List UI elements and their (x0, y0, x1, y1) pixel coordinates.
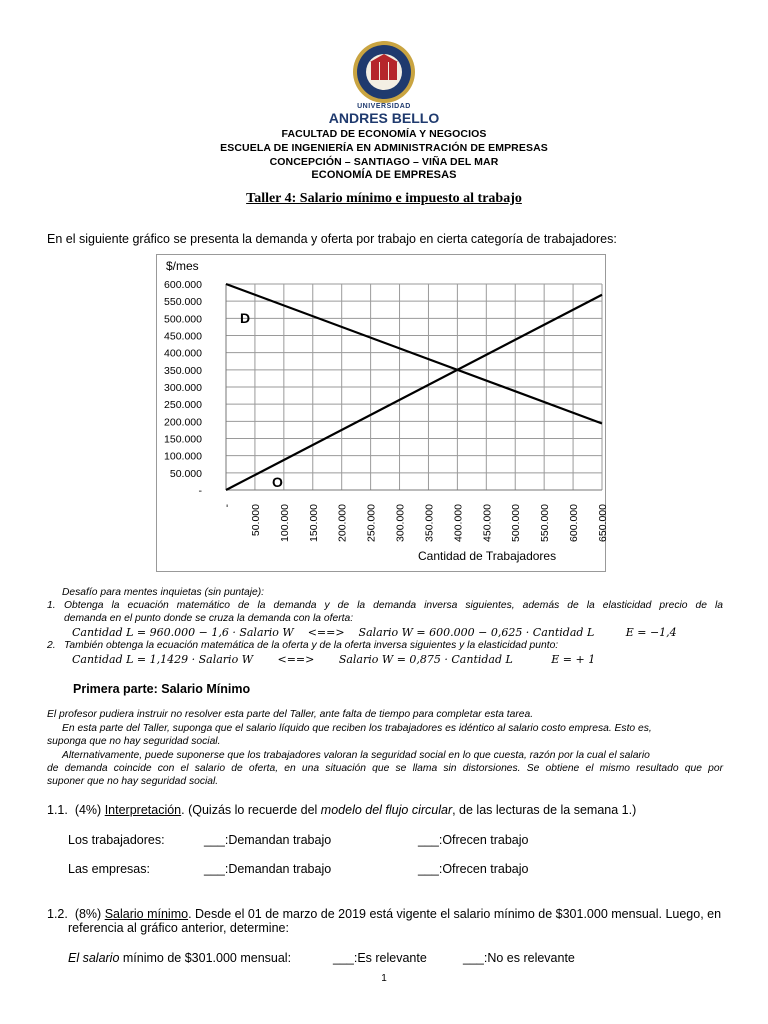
challenge-q1-number: 1. (47, 600, 56, 611)
y-axis-label: $/mes (166, 259, 199, 273)
question-1-1 (47, 803, 636, 817)
q12-number: 1.2. (47, 907, 68, 921)
question-1-2-line1 (47, 907, 721, 921)
part1-note3-line1: Alternativamente, puede suponerse que los trabajadores valoran la seguridad social en lo que cuesta, razón por la cual el salario (62, 750, 650, 761)
y-tick-label: 550.000 (164, 296, 202, 309)
x-tick-label: 350.000 (423, 504, 436, 542)
x-tick-label: 300.000 (394, 504, 407, 542)
x-tick-label: 50.000 (249, 504, 262, 537)
logo-text-small: UNIVERSIDAD (357, 103, 411, 110)
x-tick-label: 150.000 (307, 504, 320, 542)
q12-row-italic: El salario (68, 951, 120, 965)
part1-note1: El profesor pudiera instruir no resolver esta parte del Taller, ante falta de tiempo para completar esta tarea. (47, 709, 534, 720)
q11-text-italic: modelo del flujo circular (320, 803, 453, 817)
q12-not-relevant-option[interactable]: ___:No es relevante (463, 951, 575, 965)
x-tick-label: 250.000 (365, 504, 378, 542)
faculty-line: FACULTAD DE ECONOMÍA Y NEGOCIOS (281, 128, 487, 140)
q11-number: 1.1. (47, 803, 68, 817)
school-line: ESCUELA DE INGENIERÍA EN ADMINISTRACIÓN DE EMPRESAS (220, 142, 548, 154)
q11-row1-label: Los trabajadores: (68, 833, 165, 847)
x-tick-label: 450.000 (481, 504, 494, 542)
page-title: Taller 4: Salario mínimo e impuesto al trabajo (246, 191, 522, 206)
x-tick-label: 200.000 (336, 504, 349, 542)
q11-percent: (4%) (74, 803, 102, 817)
question-1-2-line2: referencia al gráfico anterior, determine: (68, 921, 289, 935)
challenge-title: Desafío para mentes inquietas (sin puntaje): (62, 587, 265, 598)
q12-text-a: . Desde el 01 de marzo de 2019 está vigente el salario mínimo de $301.000 mensual. Luego, en (188, 907, 722, 921)
university-logo (352, 40, 416, 104)
challenge-q2-line1: También obtenga la ecuación matemática de la oferta y de la oferta inversa siguientes y la elasticidad punto: (64, 640, 559, 651)
x-tick-label: 500.000 (510, 504, 523, 542)
x-tick-label: 650.000 (597, 504, 609, 542)
part1-note3-line2: de demanda coincide con el salario de oferta, en una situación que se llama sin distorsiones. Se obtiene el mismo resultado que por (47, 763, 723, 774)
logo-text-big: ANDRES BELLO (328, 110, 440, 126)
part1-note2-line1: En esta parte del Taller, suponga que el salario líquido que reciben los trabajadores es idéntico al salario costo empresa. Esto es, (62, 723, 652, 734)
intro-text: En el siguiente gráfico se presenta la demanda y oferta por trabajo en cierta categoría de trabajadores: (47, 232, 617, 246)
q12-row (68, 951, 291, 965)
y-tick-label: 350.000 (164, 364, 202, 377)
part1-note3-line3: suponer que no hay seguridad social. (47, 776, 219, 787)
y-tick-label: 600.000 (164, 279, 202, 291)
y-tick-label: 50.000 (169, 467, 202, 480)
series-line-o (226, 295, 602, 490)
q12-percent: (8%) (74, 907, 102, 921)
y-tick-label: 250.000 (164, 399, 202, 412)
x-tick-label: - (221, 504, 233, 508)
supply-label: O (272, 474, 283, 490)
course-line: ECONOMÍA DE EMPRESAS (311, 169, 457, 181)
x-tick-label: 400.000 (452, 504, 465, 542)
x-tick-label: 550.000 (539, 504, 552, 542)
x-axis-label: Cantidad de Trabajadores (418, 549, 557, 563)
y-tick-label: 200.000 (164, 416, 202, 429)
challenge-q1-line1: Obtenga la ecuación matemático de la demanda y de la demanda inversa siguientes, además de la elasticidad precio de la (64, 600, 723, 611)
challenge-q1-equation: Cantidad L = 960.000 − 1,6 · Salario W <==> Salario W = 600.000 − 0,625 · Cantidad L E = −1,4 (72, 626, 677, 639)
challenge-q1-line2: demanda en el punto donde se cruza la demanda con la oferta: (64, 613, 354, 624)
y-tick-label: 150.000 (164, 433, 202, 446)
q11-row2-offer-option[interactable]: ___:Ofrecen trabajo (418, 862, 529, 876)
q11-text-a: . (Quizás lo recuerde del (181, 803, 321, 817)
demand-label: D (240, 310, 251, 326)
labor-market-chart (156, 254, 609, 572)
part1-title: Primera parte: Salario Mínimo (73, 682, 251, 696)
q11-row1-offer-option[interactable]: ___:Ofrecen trabajo (418, 833, 529, 847)
challenge-q2-number: 2. (47, 640, 56, 651)
y-tick-label: - (198, 485, 202, 497)
q11-row2-label: Las empresas: (68, 862, 150, 876)
part1-note2-line2: suponga que no hay seguridad social. (47, 736, 221, 747)
y-tick-label: 300.000 (164, 382, 202, 394)
y-tick-label: 450.000 (164, 330, 202, 343)
q11-text-b: , de las lecturas de la semana 1.) (452, 803, 637, 817)
y-tick-label: 100.000 (164, 450, 202, 463)
x-tick-label: 100.000 (278, 504, 291, 542)
y-tick-label: 400.000 (164, 347, 202, 360)
q12-label: Salario mínimo (104, 907, 189, 921)
q11-row1-demand-option[interactable]: ___:Demandan trabajo (204, 833, 332, 847)
series-line-d (226, 284, 602, 423)
page-number: 1 (381, 973, 387, 984)
y-tick-label: 500.000 (164, 313, 202, 326)
q12-relevant-option[interactable]: ___:Es relevante (333, 951, 427, 965)
q11-row2-demand-option[interactable]: ___:Demandan trabajo (204, 862, 332, 876)
q12-row-text: mínimo de $301.000 mensual: (119, 951, 292, 965)
challenge-q2-equation: Cantidad L = 1,1429 · Salario W <==> Salario W = 0,875 · Cantidad L E = + 1 (72, 653, 596, 666)
x-tick-label: 600.000 (568, 504, 581, 542)
campuses-line: CONCEPCIÓN – SANTIAGO – VIÑA DEL MAR (269, 156, 499, 168)
q11-label: Interpretación (104, 803, 182, 817)
